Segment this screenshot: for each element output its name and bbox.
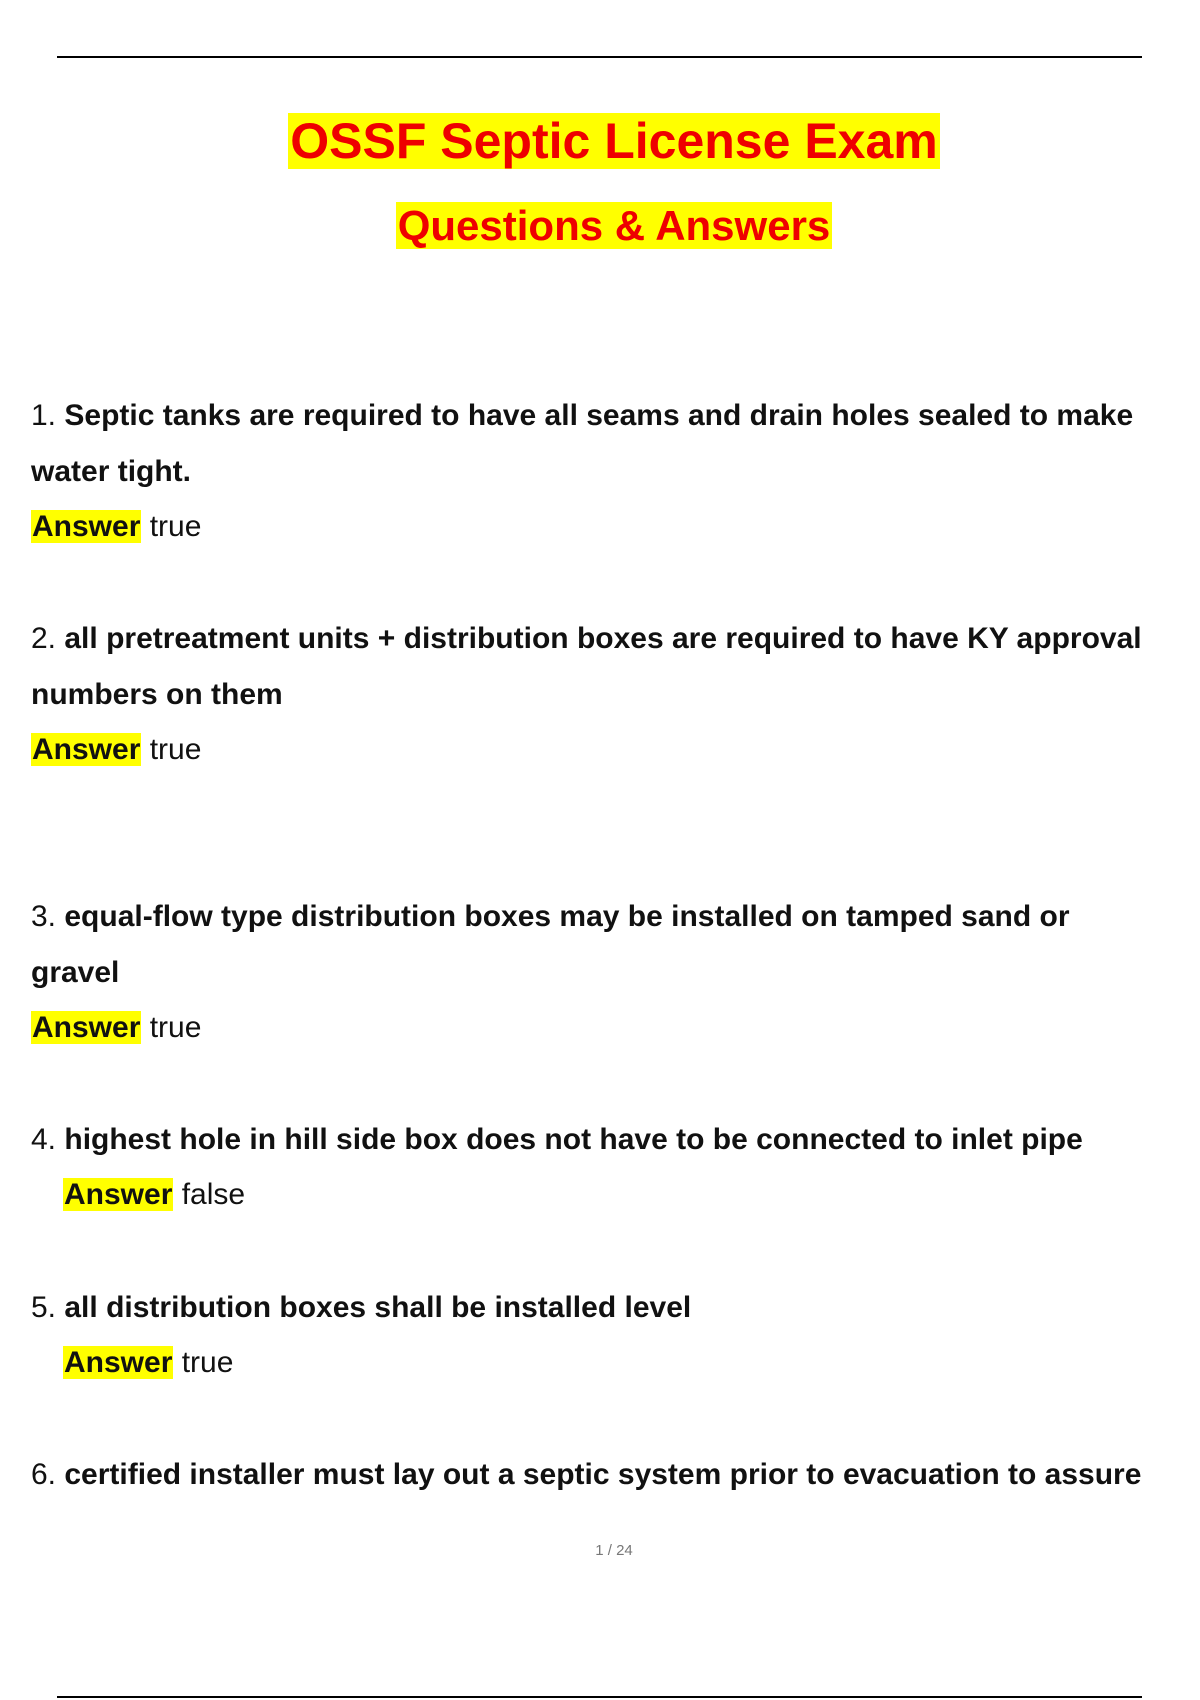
question-2: [31, 611, 1200, 667]
question-text-continued: water tight.: [31, 455, 192, 488]
answer-value: true: [149, 510, 202, 543]
answer-value: true: [149, 733, 202, 766]
question-1: [31, 388, 1200, 444]
question-text: all pretreatment units + distribution boxes are required to have KY approval: [64, 622, 1142, 655]
question-text: Septic tanks are required to have all seams and drain holes sealed to make: [64, 399, 1134, 432]
question-6: [31, 1447, 1200, 1503]
answer-5: [63, 1343, 233, 1383]
question-2-continued: [31, 667, 1200, 723]
question-number: 6.: [31, 1458, 57, 1491]
question-text-continued: gravel: [31, 956, 120, 989]
answer-value: true: [149, 1011, 202, 1044]
question-4: [31, 1112, 1200, 1168]
answer-label: Answer: [32, 1011, 141, 1044]
answer-4: [63, 1175, 245, 1215]
answer-label: Answer: [32, 510, 141, 543]
answer-value: true: [181, 1346, 234, 1379]
answer-value: false: [181, 1178, 246, 1211]
answer-label: Answer: [64, 1346, 173, 1379]
page-number: 1 / 24: [595, 1542, 633, 1559]
question-number: 1.: [31, 399, 57, 432]
page-title-text: OSSF Septic License Exam: [290, 113, 938, 169]
question-3: [31, 889, 1200, 945]
question-number: 5.: [31, 1291, 57, 1324]
answer-label: Answer: [64, 1178, 173, 1211]
question-text: all distribution boxes shall be installed level: [64, 1291, 692, 1324]
question-text: highest hole in hill side box does not have to be connected to inlet pipe: [64, 1123, 1083, 1156]
question-number: 2.: [31, 622, 57, 655]
question-5: [31, 1280, 1200, 1336]
question-3-continued: [31, 945, 1200, 1001]
question-text: equal-flow type distribution boxes may be installed on tamped sand or: [64, 900, 1070, 933]
answer-3: [31, 1008, 201, 1048]
page-subtitle-text: Questions & Answers: [397, 202, 831, 249]
question-1-continued: [31, 444, 1200, 500]
answer-2: [31, 730, 201, 770]
answer-label: Answer: [32, 733, 141, 766]
question-text: certified installer must lay out a septic system prior to evacuation to assure: [64, 1458, 1142, 1491]
answer-1: [31, 507, 201, 547]
question-number: 4.: [31, 1123, 57, 1156]
question-number: 3.: [31, 900, 57, 933]
question-text-continued: numbers on them: [31, 678, 283, 711]
bottom-rule: [57, 1696, 1142, 1698]
